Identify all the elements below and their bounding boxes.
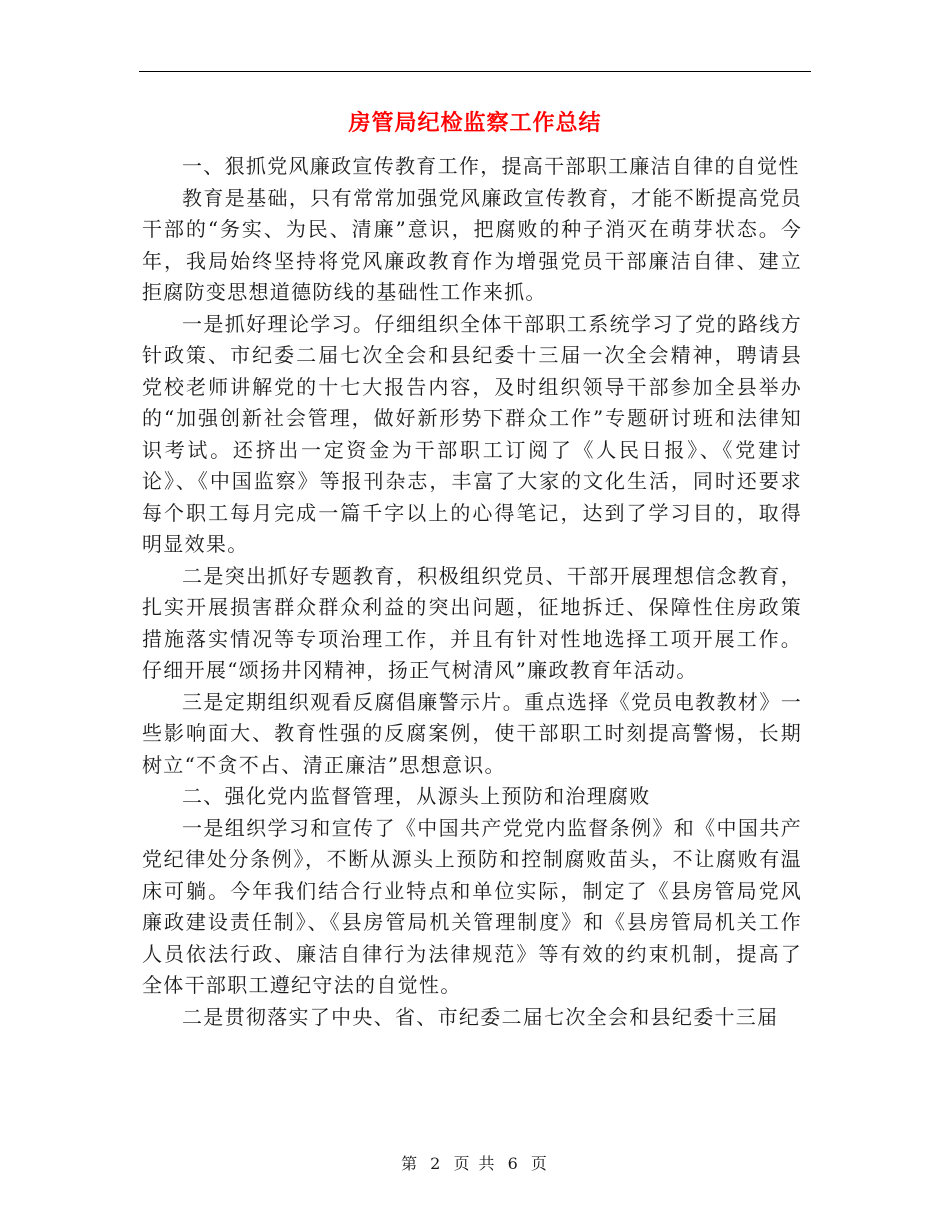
paragraph-theory-study: 一是抓好理论学习。仔细组织全体干部职工系统学习了党的路线方针政策、市纪委二届七次全会和县纪委十三届一次全会精神，聘请县党校老师讲解党的十七大报告内容，及时组织领导干部参加全县举办的“加强创新社会管理，做好新形势下群众工作”专题研讨班和法律知识考试。还挤出一定资金为干部职工订阅了《人民日报》、《党建讨论》、《中国监察》等报刊杂志，丰富了大家的文化生活，同时还要求每个职工每月完成一篇千字以上的心得笔记，达到了学习目的，取得明显效果。 (142, 311, 802, 556)
footer-page-number: 2 (430, 1154, 443, 1173)
section-heading-2: 二、强化党内监督管理，从源头上预防和治理腐败 (182, 784, 651, 808)
footer-prefix: 第 (401, 1154, 420, 1173)
paragraph-implementation: 二是贯彻落实了中央、省、市纪委二届七次全会和县纪委十三届 (182, 1004, 779, 1029)
footer-suffix: 页 (530, 1154, 549, 1173)
document-body (142, 151, 802, 1033)
paragraph-warning-films: 三是定期组织观看反腐倡廉警示片。重点选择《党员电教教材》一些影响面大、教育性强的反腐案例，使干部职工时刻提高警惕，长期树立“不贪不占、清正廉洁”思想意识。 (142, 689, 802, 777)
paragraph-education-basis: 教育是基础，只有常常加强党风廉政宣传教育，才能不断提高党员干部的“务实、为民、清廉”意识，把腐败的种子消灭在萌芽状态。今年，我局始终坚持将党风廉政教育作为增强党员干部廉洁自律、建立拒腐防变思想道德防线的基础性工作来抓。 (142, 185, 802, 304)
page-footer (0, 1153, 950, 1175)
section-heading-1: 一、狠抓党风廉政宣传教育工作，提高干部职工廉洁自律的自觉性 (182, 154, 800, 178)
document-title: 房管局纪检监察工作总结 (348, 111, 602, 136)
footer-total-pages: 6 (507, 1154, 520, 1173)
paragraph-special-education: 二是突出抓好专题教育，积极组织党员、干部开展理想信念教育，扎实开展损害群众群众利益的突出问题，征地拆迁、保障性住房政策措施落实情况等专项治理工作，并且有针对性地选择工项开展工作。仔细开展“颂扬井冈精神，扬正气树清风”廉政教育年活动。 (142, 563, 802, 682)
paragraph-supervision-regulations: 一是组织学习和宣传了《中国共产党党内监督条例》和《中国共产党纪律处分条例》，不断从源头上预防和控制腐败苗头，不让腐败有温床可躺。今年我们结合行业特点和单位实际，制定了《县房管局党风廉政建设责任制》、《县房管局机关管理制度》和《县房管局机关工作人员依法行政、廉洁自律行为法律规范》等有效的约束机制，提高了全体干部职工遵纪守法的自觉性。 (142, 815, 802, 997)
header-rule (139, 71, 811, 72)
footer-mid: 页 共 (453, 1154, 497, 1173)
